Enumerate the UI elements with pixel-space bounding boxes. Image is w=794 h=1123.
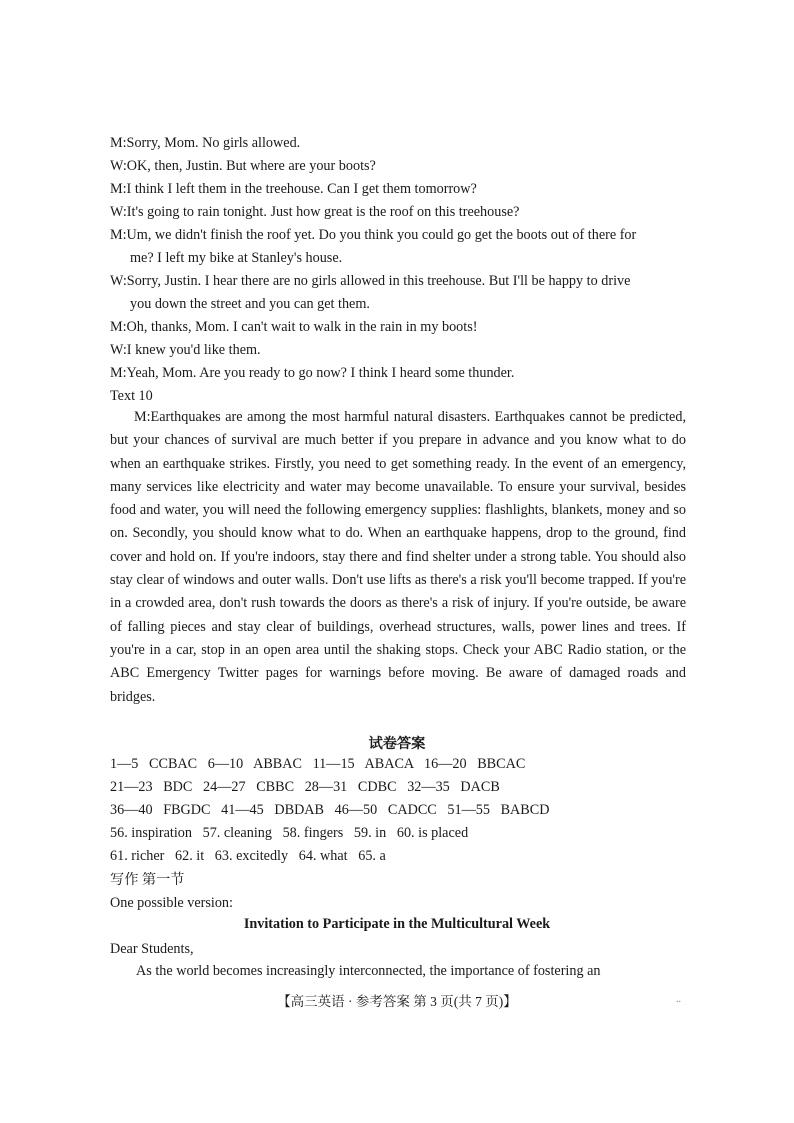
- answers-row-4: 56. inspiration 57. cleaning 58. fingers 59. in 60. is placed: [110, 825, 469, 841]
- text10-paragraph: M:Earthquakes are among the most harmful natural disasters. Earthquakes cannot be predicted, but your chances of survival are much better if you prepare in advance and you know what to do when an earthquake strikes. Firstly, you need to get something ready. In the event of an emergency, many services like electricity and water may become unavailable. To ensure your survival, besides food and water, you will need the following emergency supplies: flashlights, blankets, money and so on. Secondly, you should know what to do. When an earthquake happens, drop to the ground, find cover and hold on. If you're indoors, stay there and find shelter under a strong table. You should also stay clear of windows and outer walls. Don't use lifts as there's a risk you'll become trapped. If you're in a crowded area, don't rush towards the doors as there's a risk of injury. If you're outside, be aware of falling pieces and stay clear of buildings, overhead structures, walls, power lines and trees. If you're in a car, stop in an open area until the shaking stops. Check your ABC Radio station, or the ABC Emergency Twitter pages for warnings before moving. Be aware of damaged roads and bridges.: [110, 409, 686, 705]
- dialogue-line-6-continued: you down the street and you can get them.: [130, 296, 370, 312]
- answers-row-5: 61. richer 62. it 63. excitedly 64. what 65. a: [110, 848, 386, 864]
- essay-title: Invitation to Participate in the Multicultural Week: [243, 916, 551, 932]
- dialogue-line-2: W:OK, then, Justin. But where are your boots?: [110, 158, 376, 174]
- answers-row-2: 21—23 BDC 24—27 CBBC 28—31 CDBC 32—35 DACB: [110, 779, 500, 795]
- dialogue-line-5: M:Um, we didn't finish the roof yet. Do you think you could go get the boots out of there for: [110, 227, 637, 243]
- dialogue-line-9: M:Yeah, Mom. Are you ready to go now? I think I heard some thunder.: [110, 365, 515, 381]
- dialogue-line-7: M:Oh, thanks, Mom. I can't wait to walk in the rain in my boots!: [110, 319, 478, 335]
- dialogue-line-3: M:I think I left them in the treehouse. Can I get them tomorrow?: [110, 181, 477, 197]
- answers-row-3: 36—40 FBGDC 41—45 DBDAB 46—50 CADCC 51—55 BABCD: [110, 802, 550, 818]
- answers-row-1: 1—5 CCBAC 6—10 ABBAC 11—15 ABACA 16—20 BBCAC: [110, 756, 526, 772]
- text10-label: Text 10: [110, 388, 153, 404]
- dialogue-line-6: W:Sorry, Justin. I hear there are no girls allowed in this treehouse. But I'll be happy to drive: [110, 273, 631, 289]
- answers-title: 试卷答案: [368, 736, 426, 752]
- dialogue-line-5-continued: me? I left my bike at Stanley's house.: [130, 250, 343, 266]
- dialogue-line-1: M:Sorry, Mom. No girls allowed.: [110, 135, 301, 151]
- footer-mark: ..: [676, 994, 681, 1005]
- dialogue-line-8: W:I knew you'd like them.: [110, 342, 261, 358]
- essay-salutation: Dear Students,: [110, 941, 194, 957]
- dialogue-line-4: W:It's going to rain tonight. Just how great is the roof on this treehouse?: [110, 204, 520, 220]
- possible-version-label: One possible version:: [110, 895, 233, 911]
- page-footer: 【高三英语 · 参考答案 第 3 页(共 7 页)】: [277, 994, 517, 1009]
- essay-first-line: As the world becomes increasingly interconnected, the importance of fostering an: [136, 963, 601, 979]
- writing-heading: 写作 第一节: [110, 872, 185, 888]
